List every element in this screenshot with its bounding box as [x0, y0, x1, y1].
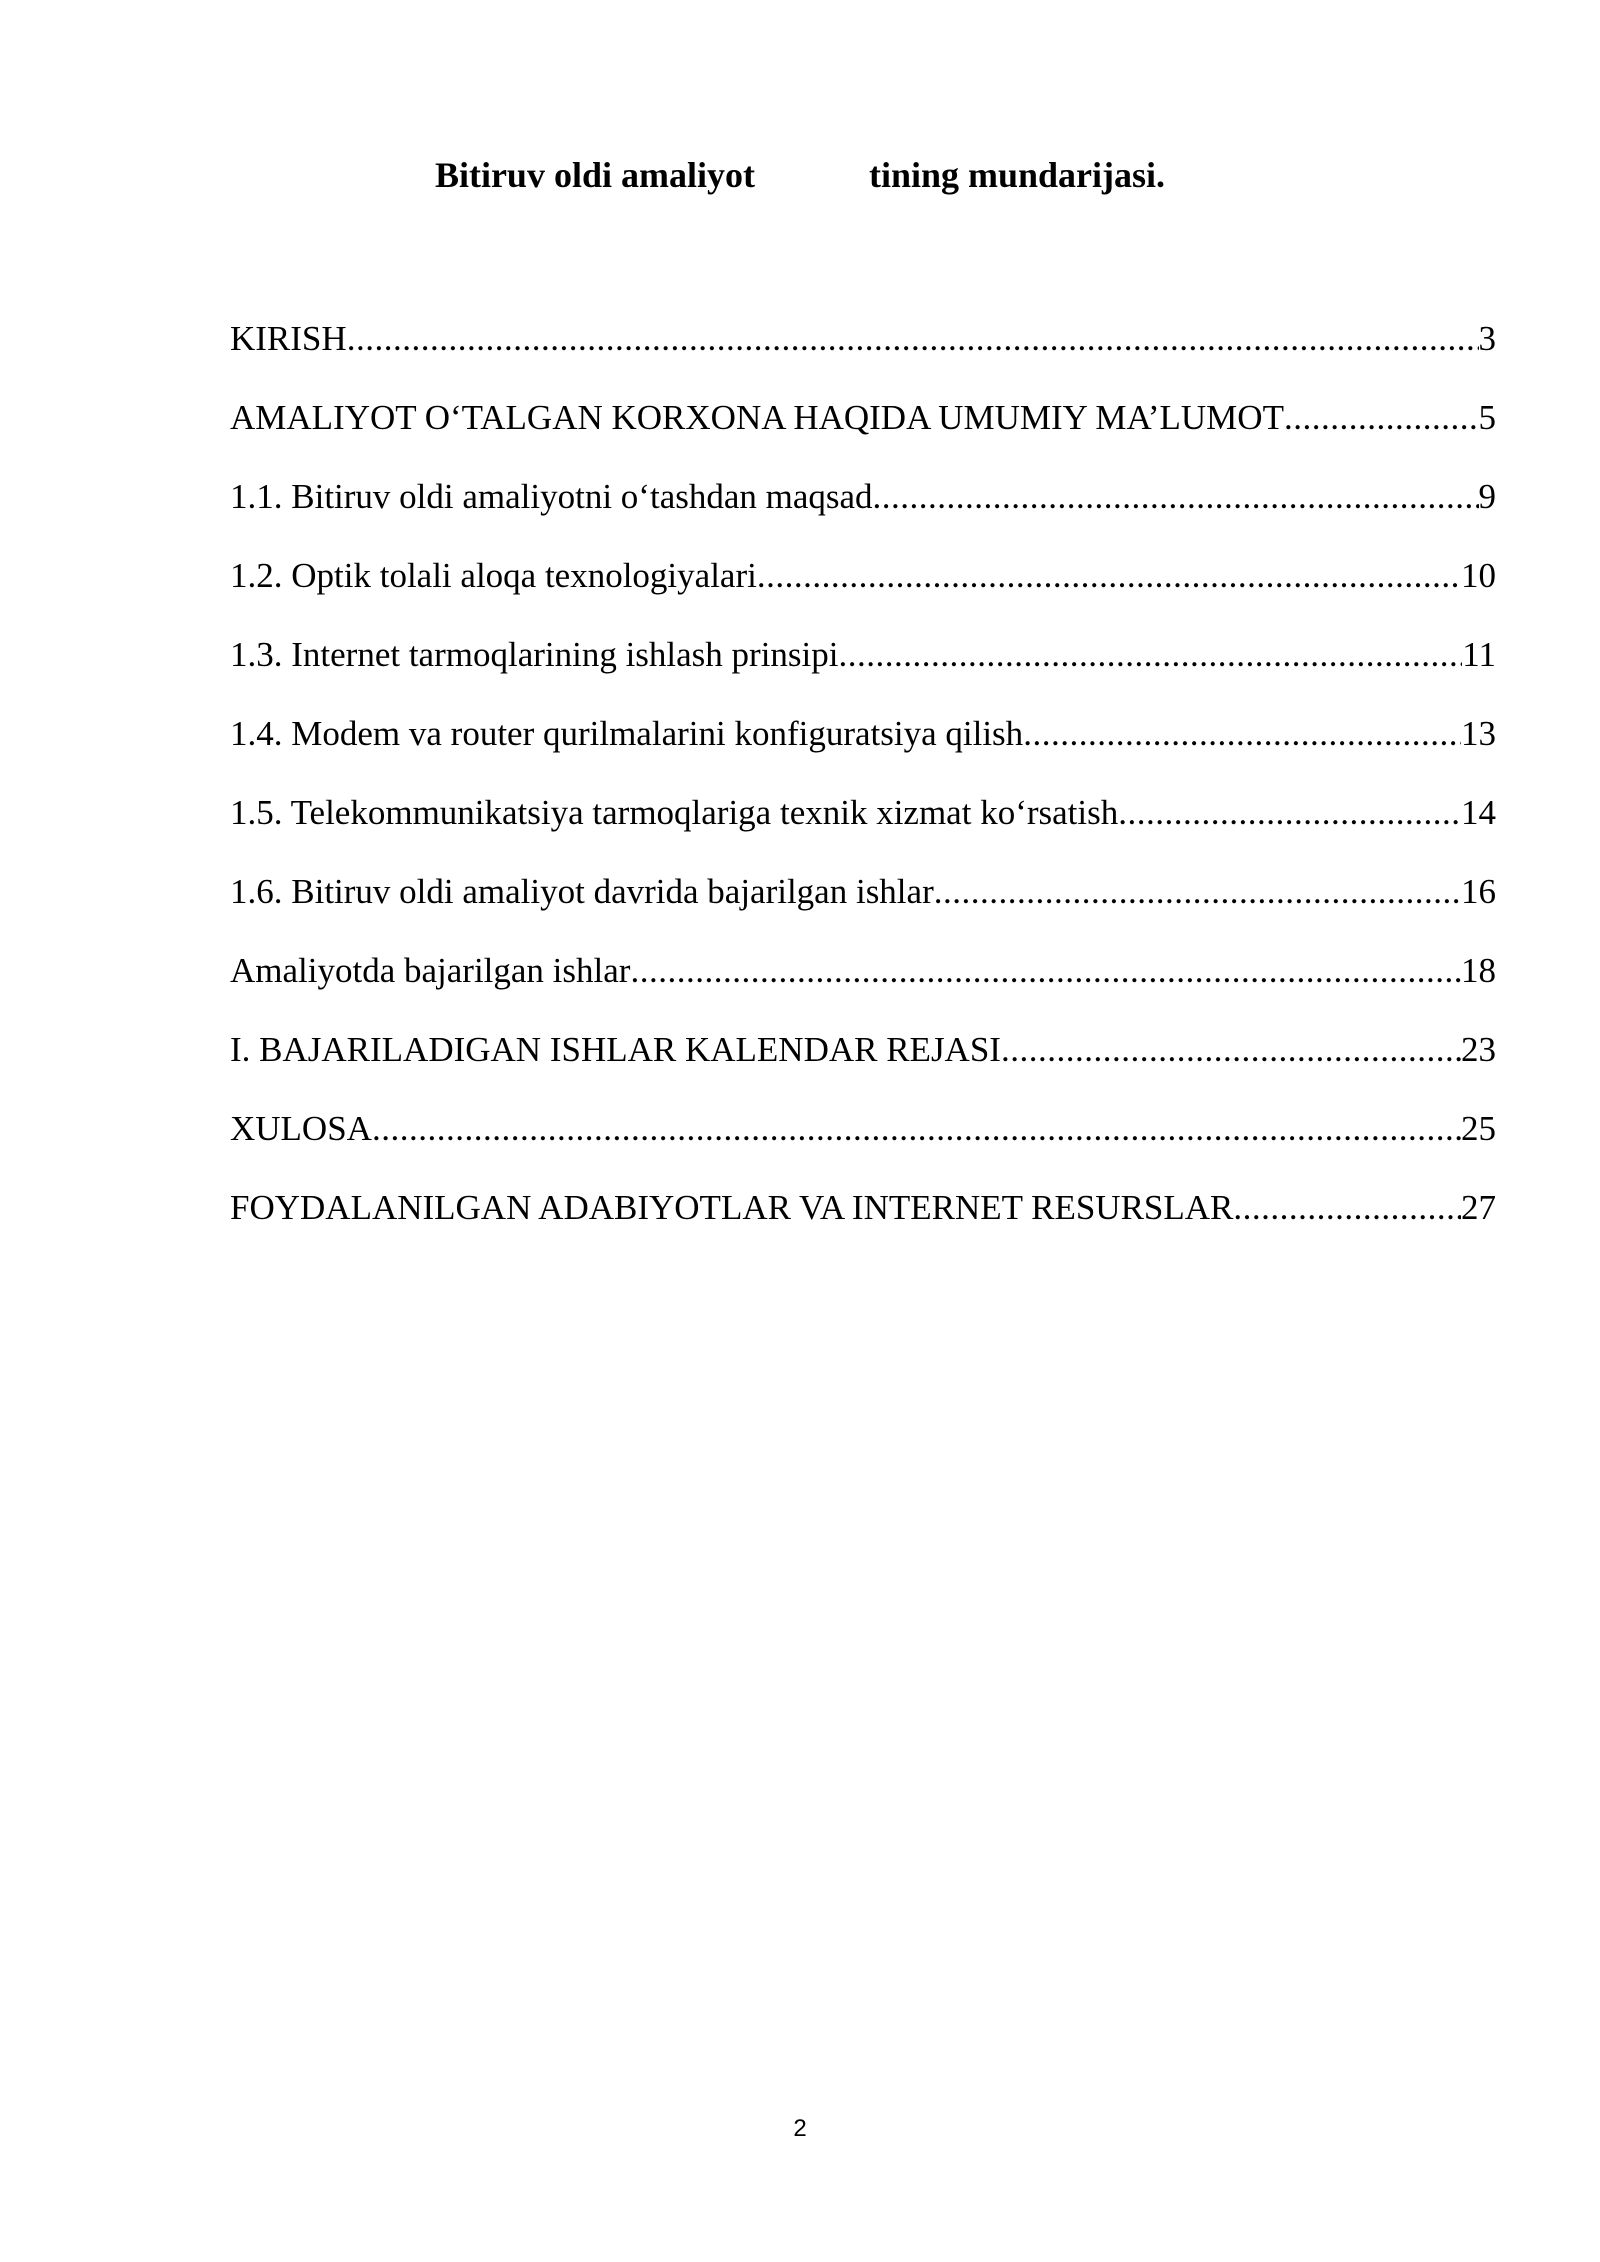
toc-dot-leader [1284, 393, 1479, 443]
toc-dot-leader [630, 946, 1461, 996]
document-title [0, 150, 1600, 200]
toc-entry-label: 1.5. Telekommunikatsiya tarmoqlariga texnik xizmat ko‘rsatish [230, 793, 1119, 832]
toc-entry-page: 23 [1461, 1030, 1496, 1069]
toc-entry-label: KIRISH [230, 319, 347, 358]
toc-entry-page: 11 [1462, 635, 1496, 674]
page-number: 2 [793, 2115, 807, 2142]
toc-entry-page: 9 [1478, 477, 1496, 516]
toc-entry-label: 1.1. Bitiruv oldi amaliyotni o‘tashdan maqsad [230, 477, 873, 516]
toc-entry-page: 3 [1478, 319, 1496, 358]
toc-dot-leader [1233, 1183, 1461, 1233]
toc-entry-page: 10 [1461, 556, 1496, 595]
title-part-2: tining mundarijasi. [868, 155, 1166, 195]
toc-entry [230, 314, 1496, 393]
toc-dot-leader [873, 472, 1479, 522]
toc-entry-page: 27 [1461, 1188, 1496, 1227]
toc-dot-leader [757, 551, 1461, 601]
title-part-1: Bitiruv oldi amaliyot [434, 155, 755, 195]
toc-entry-page: 5 [1478, 398, 1496, 437]
toc-entry-label: 1.6. Bitiruv oldi amaliyot davrida bajarilgan ishlar [230, 872, 934, 911]
toc-entry-page: 18 [1461, 951, 1496, 990]
toc-dot-leader [1001, 1025, 1461, 1075]
toc-dot-leader [934, 867, 1461, 917]
toc-dot-leader [839, 630, 1463, 680]
toc-entry [230, 551, 1496, 630]
toc-entry [230, 788, 1496, 867]
toc-dot-leader [372, 1104, 1461, 1154]
toc-entry [230, 1104, 1496, 1183]
toc-entry-label: XULOSA [230, 1109, 372, 1148]
toc-dot-leader [1118, 788, 1461, 838]
toc-entry-label: Amaliyotda bajarilgan ishlar [230, 951, 631, 990]
toc-entry-label: 1.3. Internet tarmoqlarining ishlash prinsipi [230, 635, 839, 674]
toc-entry [230, 946, 1496, 1025]
toc-entry [230, 393, 1496, 472]
toc-entry-label: AMALIYOT O‘TALGAN KORXONA HAQIDA UMUMIY MA’LUMOT [230, 398, 1284, 437]
toc-entry [230, 867, 1496, 946]
toc-entry-page: 16 [1461, 872, 1496, 911]
toc-entry [230, 1025, 1496, 1104]
table-of-contents [230, 314, 1496, 1262]
toc-entry [230, 472, 1496, 551]
toc-entry-label: 1.2. Optik tolali aloqa texnologiyalari [230, 556, 757, 595]
toc-entry-label: 1.4. Modem va router qurilmalarini konfiguratsiya qilish [230, 714, 1024, 753]
toc-dot-leader [347, 314, 1479, 364]
toc-entry [230, 1183, 1496, 1262]
toc-entry [230, 630, 1496, 709]
toc-entry-label: I. BAJARILADIGAN ISHLAR KALENDAR REJASI [230, 1030, 1001, 1069]
toc-entry [230, 709, 1496, 788]
toc-entry-page: 14 [1461, 793, 1496, 832]
toc-entry-label: FOYDALANILGAN ADABIYOTLAR VA INTERNET RESURSLAR [230, 1188, 1234, 1227]
toc-entry-page: 13 [1461, 714, 1496, 753]
toc-dot-leader [1023, 709, 1461, 759]
toc-entry-page: 25 [1461, 1109, 1496, 1148]
